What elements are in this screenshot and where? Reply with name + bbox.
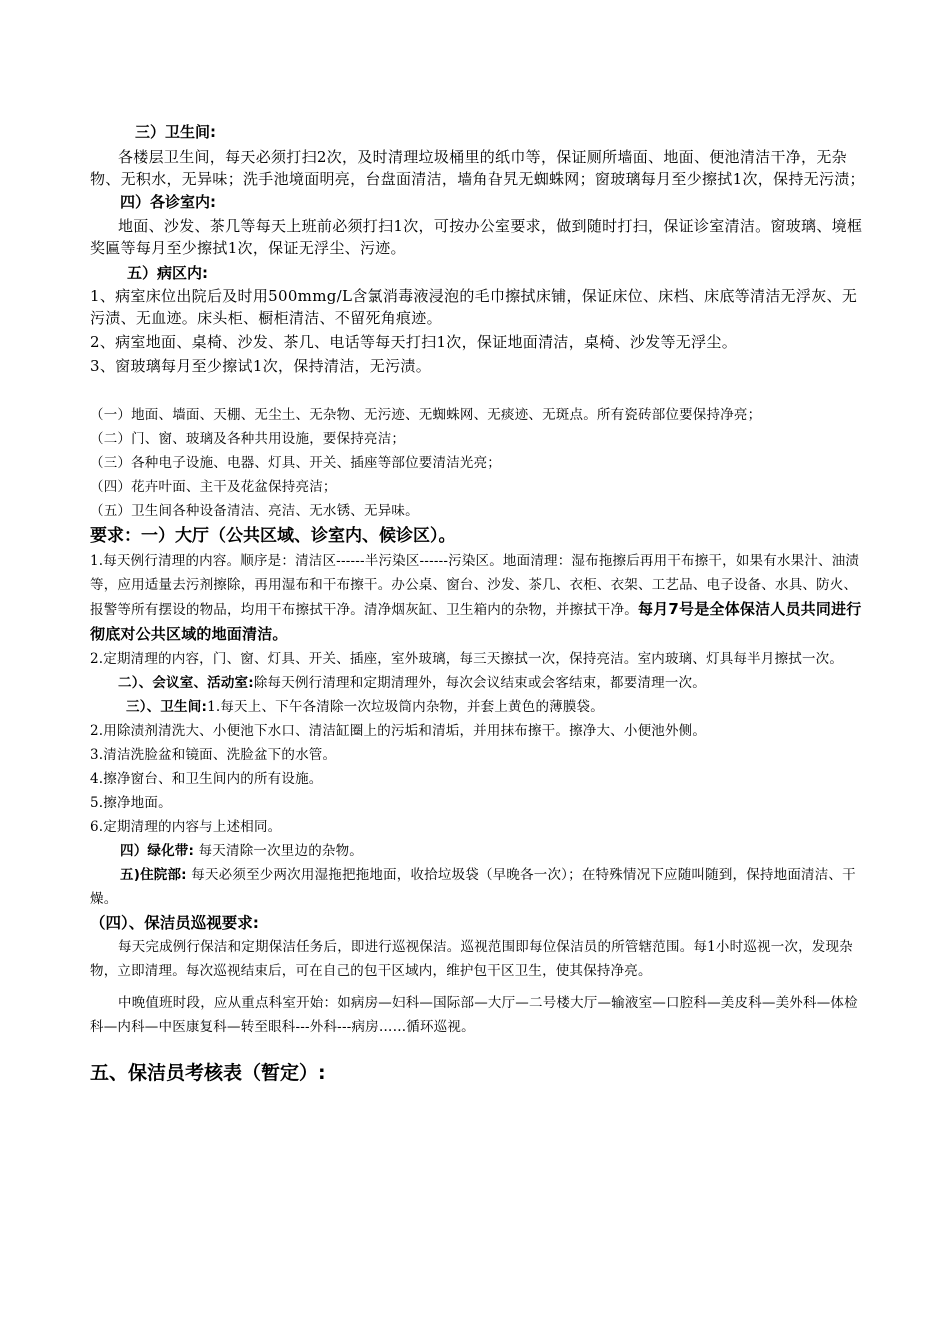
standard-item: （三）各种电子设施、电器、灯具、开关、插座等部位要清洁光亮；: [90, 455, 501, 471]
monthly-cleaning-note: 每月7号是全体保洁人员共同进行彻底对公共区域的地面清洁。: [90, 600, 862, 643]
meeting-room-text: 除每天例行清理和定期清理外，每次会议结束或会客结束，都要清理一次。: [253, 675, 706, 691]
inpatient-heading: 五)住院部:: [120, 867, 187, 883]
standard-item: （四）花卉叶面、主干及花盆保持亮洁；: [90, 479, 337, 495]
inpatient-text: 每天必须至少两次用湿拖把拖地面，收拾垃圾袋（早晚各一次）；在特殊情况下应随叫随到，保持地面清洁、干燥。: [90, 867, 856, 907]
patrol-route-paragraph: 中晚值班时段，应从重点科室开始：如病房—妇科—国际部—大厅—二号楼大厅—输液室—口腔科—美皮科—美外科—体检科—内科—中医康复科—转至眼科---外科---病房……循环巡视。: [90, 995, 858, 1035]
lobby-daily-paragraph: [90, 549, 870, 647]
section-heading-restroom: 三）卫生间:: [135, 123, 216, 141]
requirements-heading: 要求：一）大厅（公共区域、诊室内、候诊区）。: [90, 526, 456, 546]
patrol-paragraph: 每天完成例行保洁和定期保洁任务后，即进行巡视保洁。巡视范围即每位保洁员的所管辖范围。每1小时巡视一次，发现杂物，立即清理。每次巡视结束后，可在自己的包干区域内，维护包干区卫生，使其保持净亮。: [90, 939, 853, 979]
meeting-room-heading: 二）、会议室、活动室:: [118, 675, 254, 691]
restroom-item: 6.定期清理的内容与上述相同。: [90, 819, 282, 835]
lobby-daily-text: 1.每天例行清理的内容。顺序是：清洁区------半污染区------污染区。地面清理：湿布拖擦后再用干布擦干，如果有水果汁、油渍等，应用适量去污剂擦除，再用湿布和干布擦干。办公桌、窗台、沙发、茶几、衣柜、衣架、工艺品、电子设备、水具、防火、报警等所有摆设的物品，均用干布擦拭干净。清净烟灰缸、卫生箱内的杂物，并擦拭干净。: [90, 553, 860, 618]
restroom-item: 3.清洁洗脸盆和镜面、洗脸盆下的水管。: [90, 747, 337, 763]
paragraph-restroom: 各楼层卫生间，每天必须打扫2次，及时清理垃圾桶里的纸巾等，保证厕所墙面、地面、便池清洁干净，无杂物、无积水，无异味；洗手池境面明亮，台盘面清洁，墙角旮旯无蜘蛛网；窗玻璃每月至少擦拭1次，保持无污渍；: [90, 148, 865, 188]
paragraph-clinic: 地面、沙发、茶几等每天上班前必须打扫1次，可按办公室要求，做到随时打扫，保证诊室清洁。窗玻璃、境框奖匾等每月至少擦拭1次，保证无浮尘、污迹。: [90, 217, 863, 257]
restroom-text: 1.每天上、下午各清除一次垃圾筒内杂物，并套上黄色的薄膜袋。: [207, 699, 604, 715]
standard-item: （二）门、窗、玻璃及各种共用设施，要保持亮洁；: [90, 431, 406, 447]
ward-item: 2、病室地面、桌椅、沙发、茶几、电话等每天打扫1次，保证地面清洁，桌椅、沙发等无浮尘。: [90, 333, 737, 351]
standard-item: （一）地面、墙面、天棚、无尘土、无杂物、无污迹、无蜘蛛网、无痰迹、无斑点。所有瓷砖部位要保持净亮；: [90, 407, 762, 423]
restroom-item: 5.擦净地面。: [90, 795, 172, 811]
ward-item: 1、病室床位出院后及时用500mmg/L含氯消毒液浸泡的毛巾擦拭床铺，保证床位、床档、床底等清洁无浮灰、无污渍、无血迹。床头柜、橱柜清洁、不留死角痕迹。: [90, 287, 858, 327]
patrol-heading: （四）、保洁员巡视要求:: [90, 914, 259, 932]
standard-item: （五）卫生间各种设备清洁、亮洁、无水锈、无异味。: [90, 503, 419, 519]
document-page: [90, 122, 870, 1087]
section-heading-clinic: 四）各诊室内:: [120, 193, 216, 211]
restroom-item: 4.擦净窗台、和卫生间内的所有设施。: [90, 771, 323, 787]
green-belt-text: 每天清除一次里边的杂物。: [198, 843, 364, 859]
lobby-periodic-paragraph: 2.定期清理的内容，门、窗、灯具、开关、插座，室外玻璃，每三天擦拭一次，保持亮洁。室内玻璃、灯具每半月擦拭一次。: [90, 651, 844, 667]
restroom-item: 2.用除渍剂清洗大、小便池下水口、清洁缸圈上的污垢和清垢，并用抹布擦干。擦净大、小便池外侧。: [90, 723, 707, 739]
ward-item: 3、窗玻璃每月至少擦试1次，保持清洁，无污渍。: [90, 357, 431, 375]
restroom-heading: 三）、卫生间:: [126, 699, 208, 715]
inpatient-paragraph: [90, 863, 870, 911]
section-heading-ward: 五）病区内:: [127, 264, 208, 282]
restroom-paragraph: [90, 695, 870, 719]
green-belt-paragraph: [90, 839, 870, 863]
assessment-table-title: 五、保洁员考核表（暂定）:: [90, 1062, 326, 1084]
green-belt-heading: 四）绿化带:: [120, 843, 195, 859]
meeting-room-paragraph: [90, 671, 870, 695]
